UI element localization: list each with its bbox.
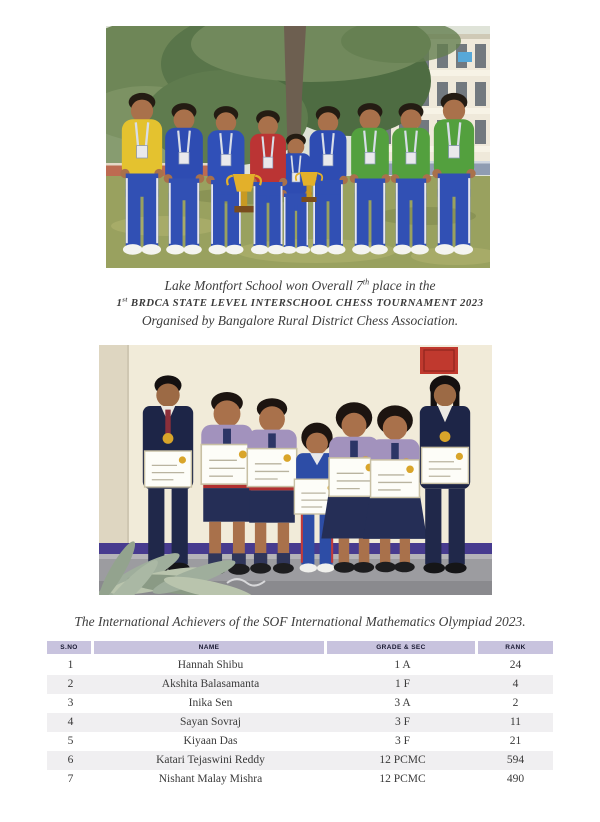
chess-team-photo [106,26,490,268]
cell-name: Hannah Shibu [177,659,244,671]
cell-rank: 24 [509,659,522,671]
cell-name: Kiyaan Das [183,735,238,747]
column-header-sno: S.NO [47,641,91,654]
olympiad-achievers-photo [99,345,492,595]
cell-sno: 2 [67,678,74,690]
fire-hose-box [420,347,458,374]
cell-sno: 4 [67,716,74,728]
cell-sno: 5 [67,735,74,747]
table-row [47,751,553,770]
cell-rank: 490 [506,773,525,785]
cell-grade: 12 PCMC [379,754,426,766]
table-row [47,732,553,751]
table-header-row [47,641,553,654]
table-row [47,675,553,694]
chess-caption-line1: Lake Montfort School won Overall 7th place in the [164,277,436,293]
chess-team-photo-illustration [106,26,490,268]
cell-sno: 7 [67,773,74,785]
table-body [47,656,553,789]
column-header-name: NAME [94,641,324,654]
cell-grade: 1 A [394,659,411,671]
achievers-table [47,641,553,789]
cell-rank: 11 [509,716,522,728]
cell-grade: 12 PCMC [379,773,426,785]
cell-sno: 3 [67,697,74,709]
cell-sno: 6 [67,754,74,766]
building-sign [458,52,472,62]
cell-grade: 1 F [394,678,411,690]
table-row [47,713,553,732]
cell-rank: 2 [512,697,519,709]
cell-sno: 1 [67,659,74,671]
cell-rank: 594 [506,754,525,766]
chess-caption [0,277,600,330]
cell-grade: 3 A [394,697,411,709]
chess-caption-line2: 1st BRDCA STATE LEVEL INTERSCHOOL CHESS TOURNAMENT 2023 [116,296,484,309]
column-header-grade-sec: GRADE & SEC [327,641,475,654]
cell-name: Inika Sen [188,697,233,709]
cell-name: Sayan Sovraj [179,716,241,728]
cell-grade: 3 F [394,716,411,728]
column-header-rank: RANK [478,641,553,654]
olympiad-photo-illustration [99,345,492,595]
olympiad-caption: The International Achievers of the SOF International Mathematics Olympiad 2023. [74,614,526,629]
table-row [47,694,553,713]
cell-grade: 3 F [394,735,411,747]
table-row [47,656,553,675]
cell-name: Katari Tejaswini Reddy [156,754,265,766]
cell-name: Akshita Balasamanta [161,678,260,690]
cell-rank: 4 [512,678,519,690]
cell-rank: 21 [509,735,522,747]
cell-name: Nishant Malay Mishra [158,773,263,785]
table-row [47,770,553,789]
chess-caption-line3: Organised by Bangalore Rural District Chess Association. [141,313,459,328]
